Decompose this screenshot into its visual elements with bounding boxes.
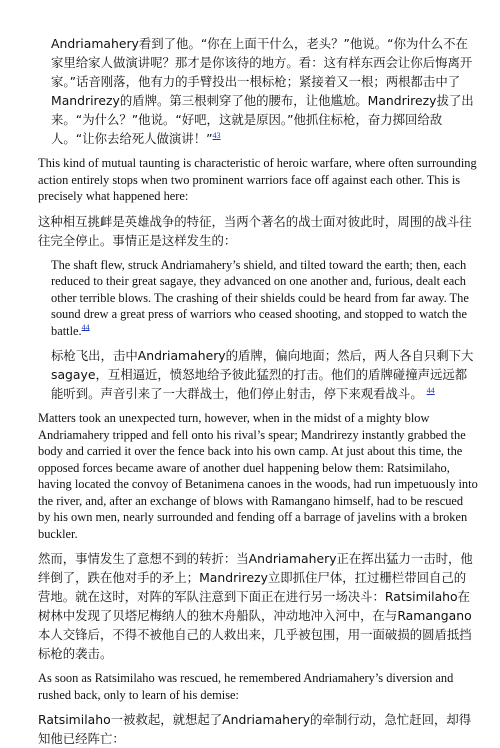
chinese-paragraph: 然而，事情发生了意想不到的转折：当Andriamahery正在挥出猛力一击时，他绊倒了，跌在他对手的矛上；Mandrirezy立即抓住尸体，扛过栅栏带回自己的营地。就在这时，对阵的军队注意到下面正在进行另一场决斗：Ratsimilaho在树林中发现了贝塔尼梅纳人的独木舟船队，冲动地冲入河中，在与Ramangano本人交锋后，不得不被他自己的人救出来，几乎被包围，用一面破损的圆盾抵挡标枪的袭击。 xyxy=(38,551,473,661)
english-paragraph: This kind of mutual taunting is characteristic of heroic warfare, where often surrounding action entirely stops when two prominent warriors face off against each other. This is precisely what happened here: xyxy=(38,156,477,203)
footnote-link-44[interactable]: 44 xyxy=(426,385,435,395)
paragraph-text: 标枪飞出，击中Andriamahery的盾牌，偏向地面；然后，两人各自只剩下大sagaye，互相逼近，愤怒地给予彼此猛烈的打击。他们的盾牌碰撞声远远都能听到。声音引来了一大群战士，他们停止射击，停下来观看战斗。 xyxy=(51,348,474,401)
paragraph-text: Andriamahery看到了他。“你在上面干什么，老头？”他说。“你为什么不在家里给家人做演讲呢？那才是你该待的地方。看：这有样东西会让你后悔离开家。”话音刚落，他有力的手臂投出一根标枪；紧接着又一根；两根都击中了Mandrirezy的盾牌。第三根刺穿了他的腰布，让他尴尬。Mandrirezy拔了出来。“为什么？”他说。“好吧，这就是原因。”他抓住标枪，奋力掷回给敌人。“让你去给死人做演讲！” xyxy=(51,36,474,146)
footnote-link-43[interactable]: 43 xyxy=(212,130,221,140)
chinese-paragraph: 这种相互挑衅是英雄战争的特征，当两个著名的战士面对彼此时，周围的战斗往往完全停止。事情正是这样发生的： xyxy=(38,213,472,248)
english-paragraph: Matters took an unexpected turn, however, when in the midst of a mighty blow Andriamahery tripped and fell onto his rival’s spear; Mandrirezy instantly grabbed the body and carried it over the fence back into his own camp. At just about this time, the opposed forces became aware of another duel happening below them: Ratsimilaho, having located the convoy of Betanimena canoes in the woods, had run impetuously into the river, and, after an exchange of blows with Ramangano himself, had to be rescued by his own men, nearly surrounded and fending off a barrage of javelins with a broken buckler. xyxy=(38,411,478,541)
chinese-quote-paragraph xyxy=(51,34,478,148)
english-paragraph: As soon as Ratsimilaho was rescued, he remembered Andriamahery’s diversion and rushed back, only to learn of his demise: xyxy=(38,671,454,702)
footnote-link-44[interactable]: 44 xyxy=(81,322,90,332)
chinese-quote-paragraph xyxy=(51,346,478,403)
english-quote-paragraph xyxy=(51,257,478,340)
chinese-paragraph: Ratsimilaho一被救起，就想起了Andriamahery的牵制行动，急忙赶回，却得知他已经阵亡： xyxy=(38,712,472,746)
paragraph-text: The shaft flew, struck Andriamahery’s shield, and tilted toward the earth; then, each reduced to their great sagaye, they advanced on one another and, furious, dealt each other terrible blows. The crashing of their shields could be heard from far away. The sound drew a great press of warriors who ceased shooting, and stopped to watch the battle. xyxy=(51,257,469,338)
